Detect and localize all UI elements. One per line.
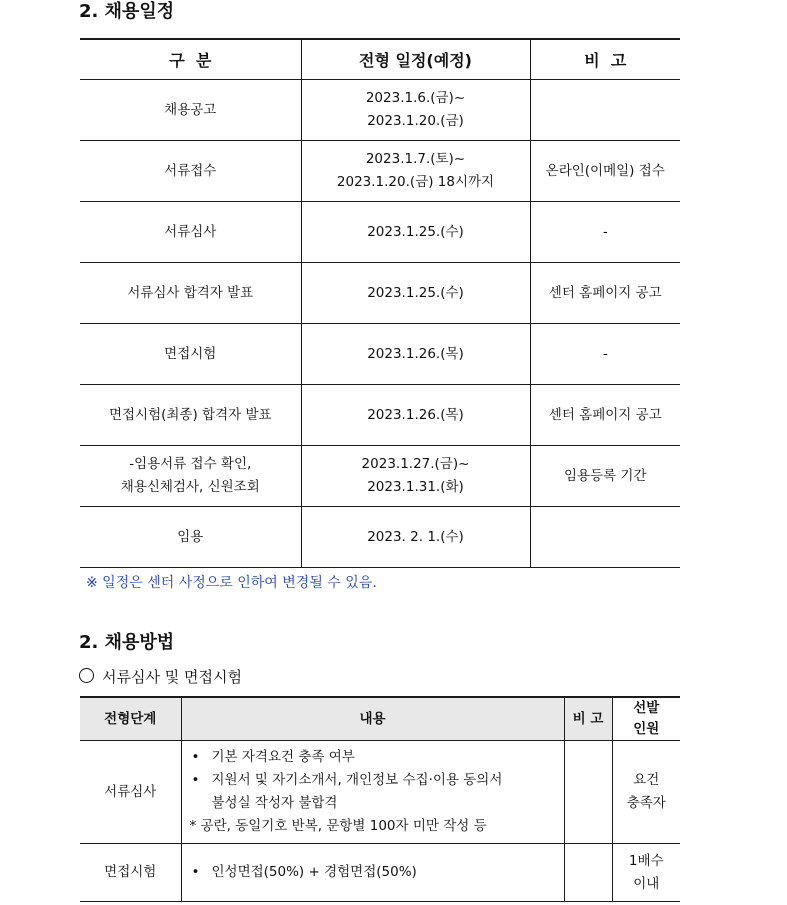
schedule-stage-cell xyxy=(80,263,301,324)
schedule-date-cell xyxy=(301,80,530,141)
method-stage-cell: 서류심사 xyxy=(80,741,181,844)
schedule-row xyxy=(80,385,680,446)
schedule-remark-cell xyxy=(530,80,680,141)
schedule-header-row xyxy=(80,39,680,80)
schedule-stage-cell xyxy=(80,202,301,263)
method-content-cell xyxy=(181,844,564,902)
schedule-date-cell xyxy=(301,446,530,507)
method-content-cell xyxy=(181,741,564,844)
schedule-date-cell-line: 2023.1.26.(목) xyxy=(367,345,464,362)
method-bullet-item: 불성실 작성자 불합격 xyxy=(211,794,338,811)
schedule-row xyxy=(80,446,680,507)
schedule-stage-cell xyxy=(80,507,301,568)
schedule-stage-cell-line: 서류심사 합격자 발표 xyxy=(127,284,254,301)
schedule-stage-cell-line: 채용신체검사, 신원조회 xyxy=(120,479,260,495)
schedule-date-cell xyxy=(301,263,530,324)
schedule-stage-cell-line: -임용서류 접수 확인, xyxy=(129,456,252,472)
schedule-remark-cell: - xyxy=(530,202,680,263)
method-selection-cell xyxy=(612,844,680,902)
method-bullet-item: • 지원서 및 자기소개서, 개인정보 수집·이용 동의서 xyxy=(188,769,560,792)
schedule-date-cell xyxy=(301,324,530,385)
header-remarks: 비 고 xyxy=(530,39,680,80)
schedule-date-cell-line: 2023.1.6.(금)~ xyxy=(365,90,466,106)
schedule-date-cell-line: 2023.1.25.(수) xyxy=(367,223,464,240)
schedule-stage-cell xyxy=(80,324,301,385)
method-selection-line: 1배수 xyxy=(628,852,664,869)
method-bullet-item: • 기본 자격요건 충족 여부 xyxy=(188,746,560,769)
method-stage-cell: 면접시험 xyxy=(80,844,181,902)
schedule-stage-cell-line: 서류심사 xyxy=(164,223,217,240)
schedule-row xyxy=(80,263,680,324)
schedule-section-title: 2. 채용일정 xyxy=(79,1,175,22)
schedule-stage-cell-line: 서류접수 xyxy=(164,162,217,179)
schedule-date-cell xyxy=(301,385,530,446)
schedule-remark-cell: 온라인(이메일) 접수 xyxy=(530,141,680,202)
schedule-row xyxy=(80,80,680,141)
method-selection-line: 이내 xyxy=(633,875,660,892)
schedule-date-cell-line: 2023. 2. 1.(수) xyxy=(367,528,464,545)
header-content: 내용 xyxy=(181,697,564,741)
schedule-date-cell-line: 2023.1.25.(수) xyxy=(367,284,464,301)
method-subtitle xyxy=(79,666,242,687)
method-header-row xyxy=(80,697,680,741)
schedule-date-cell-line: 2023.1.27.(금)~ xyxy=(361,456,470,472)
schedule-remark-cell: - xyxy=(530,324,680,385)
header-selection xyxy=(612,697,680,741)
method-selection-line: 요건 xyxy=(633,772,660,788)
method-bullet-item: • 인성면접(50%) + 경험면접(50%) xyxy=(188,861,560,884)
schedule-remark-cell: 센터 홈페이지 공고 xyxy=(530,263,680,324)
schedule-row xyxy=(80,202,680,263)
schedule-footnote: ※ 일정은 센터 사정으로 인하여 변경될 수 있음. xyxy=(86,575,377,591)
schedule-stage-cell-line: 채용공고 xyxy=(164,101,217,118)
schedule-stage-cell-line: 면접시험(최종) 합격자 발표 xyxy=(108,406,272,423)
method-row xyxy=(80,844,680,902)
header-selection-line-1: 선발 xyxy=(633,700,660,716)
schedule-date-cell-line: 2023.1.26.(목) xyxy=(367,406,464,423)
schedule-date-cell-line: 2023.1.7.(토)~ xyxy=(365,151,466,167)
schedule-date-cell xyxy=(301,507,530,568)
schedule-stage-cell xyxy=(80,446,301,507)
method-sub-note: * 공란, 동일기호 반복, 문항별 100자 미만 작성 등 xyxy=(189,817,487,834)
header-selection-line-2: 인원 xyxy=(633,721,660,737)
method-note-cell xyxy=(564,741,612,844)
schedule-remark-cell: 임용등록 기간 xyxy=(530,446,680,507)
schedule-date-cell-line: 2023.1.31.(화) xyxy=(367,479,464,495)
schedule-stage-cell xyxy=(80,141,301,202)
schedule-row xyxy=(80,141,680,202)
header-category: 구 분 xyxy=(80,39,301,80)
schedule-date-cell-line: 2023.1.20.(금) xyxy=(367,113,464,129)
method-note-cell xyxy=(564,844,612,902)
schedule-stage-cell-line: 면접시험 xyxy=(164,345,217,362)
header-stage: 전형단계 xyxy=(80,697,181,741)
method-selection-line: 충족자 xyxy=(626,795,666,811)
schedule-table xyxy=(80,38,680,568)
schedule-date-cell-line: 2023.1.20.(금) 18시까지 xyxy=(336,174,495,190)
schedule-stage-cell xyxy=(80,80,301,141)
circle-bullet-icon xyxy=(79,668,94,683)
method-section-title: 2. 채용방법 xyxy=(79,632,175,653)
header-schedule: 전형 일정(예정) xyxy=(301,39,530,80)
method-selection-cell xyxy=(612,741,680,844)
schedule-stage-cell-line: 임용 xyxy=(177,528,204,545)
header-note: 비 고 xyxy=(564,697,612,741)
schedule-date-cell xyxy=(301,202,530,263)
schedule-date-cell xyxy=(301,141,530,202)
schedule-stage-cell xyxy=(80,385,301,446)
schedule-remark-cell xyxy=(530,507,680,568)
schedule-row xyxy=(80,324,680,385)
schedule-remark-cell: 센터 홈페이지 공고 xyxy=(530,385,680,446)
method-row xyxy=(80,741,680,844)
schedule-row xyxy=(80,507,680,568)
method-subtitle-text: 서류심사 및 면접시험 xyxy=(102,668,242,686)
method-table xyxy=(80,696,680,902)
